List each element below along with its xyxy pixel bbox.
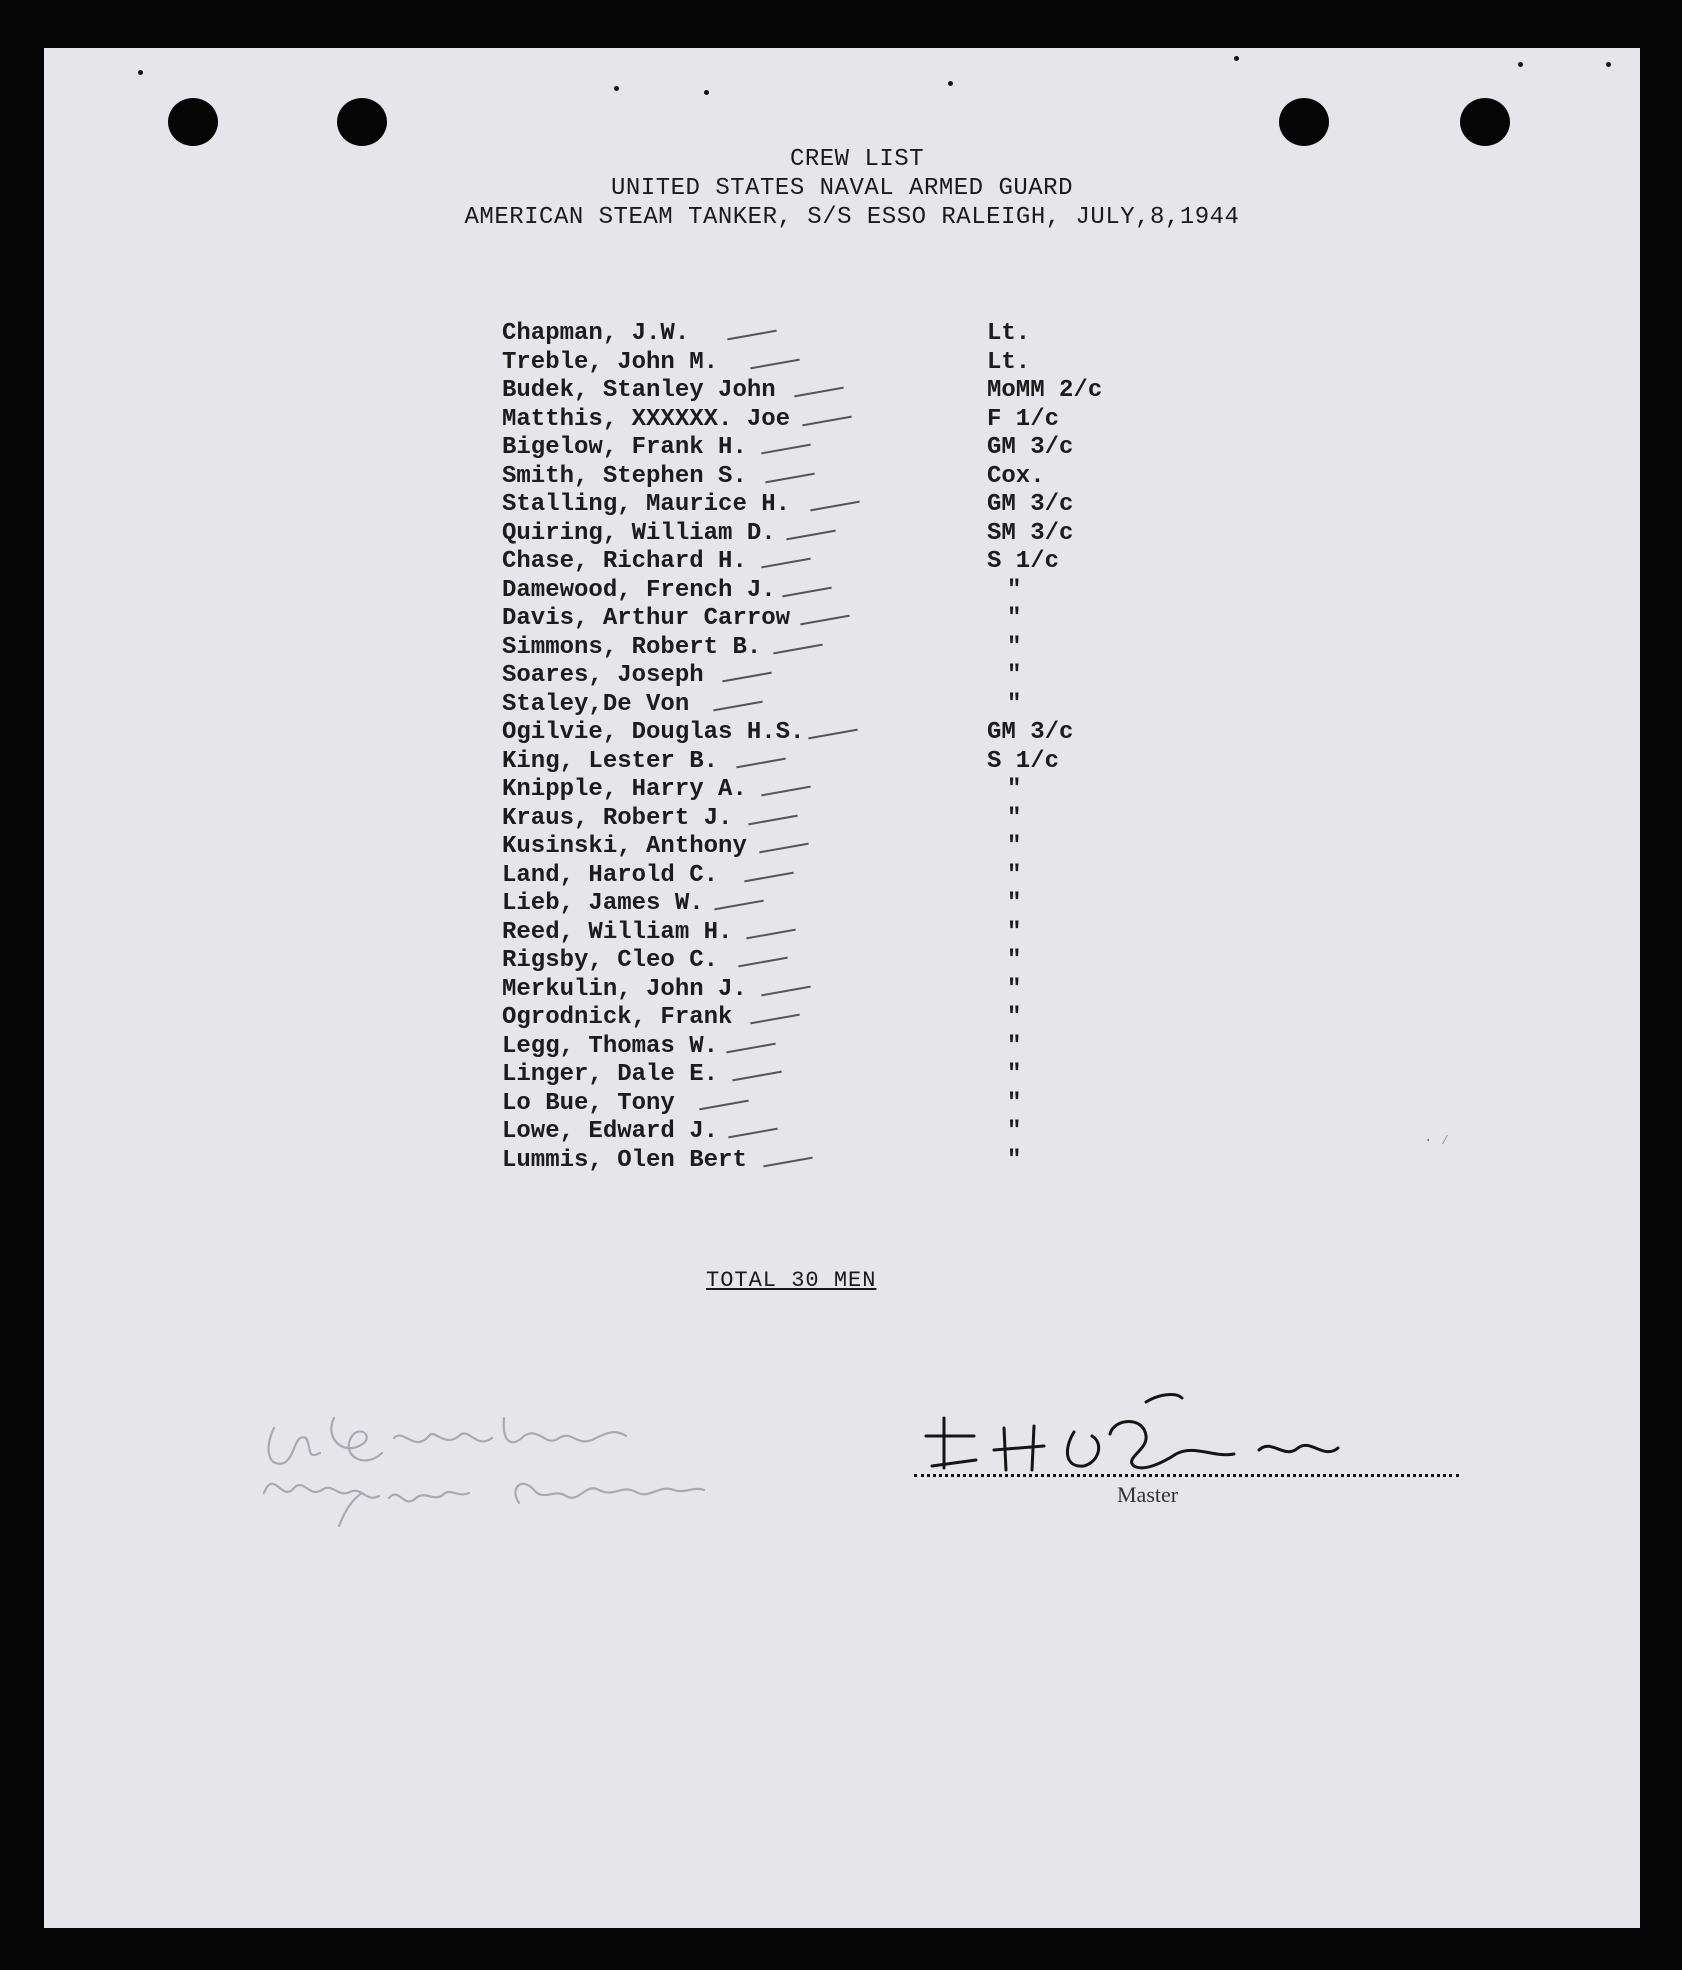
crew-rank: " [1007,605,1022,632]
crew-name: Knipple, Harry A. [502,776,747,803]
pencil-check-mark [794,387,844,398]
crew-name: Matthis, XXXXXX. Joe [502,405,791,433]
pencil-check-mark [759,843,809,854]
margin-mark: · ⁄ [1424,1133,1450,1149]
crew-rank: " [1007,662,1022,689]
signature-line [914,1474,1459,1477]
crew-row [502,463,1302,492]
crew-name: Soares, Joseph [502,662,704,689]
crew-rank: " [1007,633,1022,661]
crew-rank: " [1007,804,1022,832]
crew-rank: " [1007,576,1022,604]
pencil-check-mark [738,957,788,968]
master-label: Master [1117,1482,1179,1507]
crew-name: Budek, Stanley John [502,377,776,404]
pencil-check-mark [722,672,772,683]
punch-hole [337,98,387,146]
crew-name: Kusinski, Anthony [502,833,747,860]
crew-name: Simmons, Robert B. [502,633,762,661]
crew-rank: " [1007,1061,1022,1088]
master-signature-block [914,1388,1474,1508]
crew-row [502,1004,1302,1033]
crew-rank: " [1007,1032,1022,1060]
crew-rank: " [1007,833,1022,860]
crew-rank: " [1007,776,1022,803]
paper-speck [614,86,619,91]
crew-rank: GM 3/c [987,434,1074,461]
pencil-check-mark [761,558,811,569]
crew-list [502,320,1302,1175]
crew-row [502,605,1302,634]
crew-rank: S 1/c [987,548,1060,575]
crew-name: Rigsby, Cleo C. [502,947,719,974]
crew-row [502,577,1302,606]
paper-speck [1518,62,1523,67]
crew-name: Ogilvie, Douglas H.S. [502,719,805,746]
pencil-check-mark [749,814,799,825]
header-vessel: AMERICAN STEAM TANKER, S/S ESSO RALEIGH, JULY,8,1944 [464,204,1240,231]
inspector-signature [254,1398,714,1528]
crew-row [502,691,1302,720]
crew-row [502,520,1302,549]
crew-name: Legg, Thomas W. [502,1032,719,1060]
crew-rank: " [1007,1146,1022,1174]
pencil-check-mark [761,444,811,455]
crew-rank: " [1007,890,1022,917]
crew-row [502,320,1302,349]
crew-rank: " [1007,1089,1022,1117]
paper-speck [1606,62,1611,67]
crew-row [502,976,1302,1005]
crew-row [502,1090,1302,1119]
pencil-check-mark [714,900,764,911]
crew-rank: " [1007,918,1022,946]
pencil-check-mark [802,415,852,426]
crew-name: Smith, Stephen S. [502,462,747,490]
crew-name: Lieb, James W. [502,890,704,917]
paper-speck [704,90,709,95]
crew-name: Lo Bue, Tony [502,1089,675,1117]
document-page [44,48,1640,1928]
pencil-check-mark [773,643,823,654]
crew-row [502,748,1302,777]
pencil-check-mark [786,529,836,540]
pencil-check-mark [761,985,811,996]
pencil-check-mark [800,615,850,626]
crew-name: Merkulin, John J. [502,975,747,1003]
crew-name: Chase, Richard H. [502,548,747,575]
crew-name: Ogrodnick, Frank [502,1004,733,1031]
crew-row [502,491,1302,520]
pencil-check-mark [699,1099,749,1110]
crew-row [502,377,1302,406]
crew-rank: " [1007,975,1022,1003]
crew-row [502,634,1302,663]
crew-rank: " [1007,690,1022,718]
crew-name: Bigelow, Frank H. [502,434,747,461]
crew-name: Quiring, William D. [502,519,776,547]
pencil-check-mark [713,700,763,711]
crew-rank: " [1007,861,1022,889]
crew-row [502,349,1302,378]
paper-speck [138,70,143,75]
pencil-check-mark [732,1071,782,1082]
crew-name: Land, Harold C. [502,861,719,889]
pencil-check-mark [765,472,815,483]
crew-row [502,919,1302,948]
pencil-check-mark [751,1014,801,1025]
crew-row [502,776,1302,805]
crew-row [502,719,1302,748]
crew-row [502,833,1302,862]
crew-name: Lummis, Olen Bert [502,1146,747,1174]
crew-name: Kraus, Robert J. [502,804,733,832]
punch-hole [168,98,218,146]
pencil-check-mark [810,501,860,512]
crew-name: Linger, Dale E. [502,1061,719,1088]
crew-rank: " [1007,1118,1022,1145]
crew-rank: MoMM 2/c [987,377,1103,404]
crew-row [502,406,1302,435]
crew-row [502,947,1302,976]
crew-name: Treble, John M. [502,348,719,376]
crew-rank: S 1/c [987,747,1060,775]
crew-rank: Lt. [987,348,1031,376]
crew-row [502,862,1302,891]
crew-rank: Lt. [987,320,1031,347]
crew-total: TOTAL 30 MEN [706,1268,877,1293]
crew-name: Staley,De Von [502,690,690,718]
pencil-check-mark [744,871,794,882]
pencil-check-mark [782,586,832,597]
crew-row [502,1061,1302,1090]
crew-row [502,1118,1302,1147]
pencil-check-mark [747,928,797,939]
paper-speck [1234,56,1239,61]
header-title: CREW LIST [789,146,925,173]
crew-rank: " [1007,947,1022,974]
crew-name: Damewood, French J. [502,576,776,604]
crew-rank: F 1/c [987,405,1060,433]
crew-rank: Cox. [987,462,1045,490]
crew-name: King, Lester B. [502,747,719,775]
crew-row [502,548,1302,577]
document-header [44,145,1640,232]
crew-rank: GM 3/c [987,719,1074,746]
punch-hole [1460,98,1510,146]
crew-row [502,890,1302,919]
crew-row [502,1147,1302,1176]
crew-row [502,805,1302,834]
crew-rank: GM 3/c [987,491,1074,518]
crew-name: Chapman, J.W. [502,320,690,347]
crew-row [502,662,1302,691]
crew-row [502,434,1302,463]
pencil-check-mark [727,330,777,341]
crew-name: Reed, William H. [502,918,733,946]
crew-name: Davis, Arthur Carrow [502,605,791,632]
crew-rank: " [1007,1004,1022,1031]
crew-name: Stalling, Maurice H. [502,491,791,518]
master-signature [914,1388,1474,1483]
crew-rank: SM 3/c [987,519,1074,547]
pencil-check-mark [763,1156,813,1167]
pencil-check-mark [750,358,800,369]
paper-speck [948,81,953,86]
header-subtitle: UNITED STATES NAVAL ARMED GUARD [611,175,1073,202]
pencil-check-mark [761,786,811,797]
crew-name: Lowe, Edward J. [502,1118,719,1145]
punch-hole [1279,98,1329,146]
pencil-check-mark [728,1128,778,1139]
crew-row [502,1033,1302,1062]
pencil-check-mark [736,757,786,768]
pencil-check-mark [809,729,859,740]
pencil-check-mark [726,1042,776,1053]
